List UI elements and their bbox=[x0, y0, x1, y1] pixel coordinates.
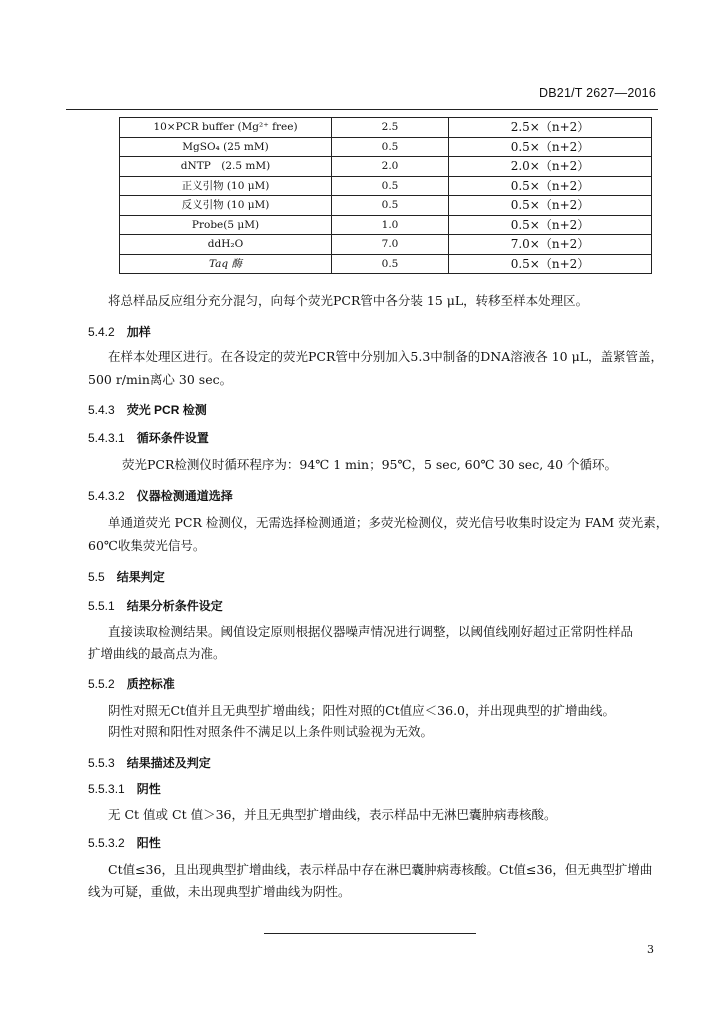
section-number: 5.5.2 bbox=[88, 677, 115, 691]
paragraph: 直接读取检测结果。阈值设定原则根据仪器噪声情况进行调整，以阈值线刚好超过正常阴性样品 bbox=[108, 624, 634, 639]
table-cell: 2.0 bbox=[332, 157, 449, 177]
section-heading bbox=[88, 597, 223, 614]
section-number: 5.4.3 bbox=[88, 403, 115, 417]
table-cell: 2.5×（n+2） bbox=[449, 118, 652, 138]
paragraph: 在样本处理区进行。在各设定的荧光PCR管中分别加入5.3中制备的DNA溶液各 10 μL，盖紧管盖， bbox=[108, 349, 664, 364]
section-heading bbox=[88, 675, 175, 692]
section-number: 5.5 bbox=[88, 570, 105, 584]
section-title: 阴性 bbox=[136, 782, 161, 796]
section-title: 结果分析条件设定 bbox=[126, 599, 223, 613]
table-cell: 0.5×（n+2） bbox=[449, 215, 652, 235]
paragraph: 60℃收集荧光信号。 bbox=[88, 538, 206, 553]
table-cell: 正义引物 (10 μM) bbox=[120, 176, 332, 196]
section-heading bbox=[88, 487, 233, 504]
table-row bbox=[120, 215, 652, 235]
table-cell: Probe(5 μM) bbox=[120, 215, 332, 235]
paragraph: 阴性对照和阳性对照条件不满足以上条件则试验视为无效。 bbox=[108, 724, 434, 739]
table-cell: MgSO₄ (25 mM) bbox=[120, 137, 332, 157]
table-row bbox=[120, 196, 652, 216]
section-title: 结果描述及判定 bbox=[126, 756, 211, 770]
header-divider bbox=[66, 109, 658, 110]
table-cell: dNTP (2.5 mM) bbox=[120, 157, 332, 177]
section-heading bbox=[88, 429, 209, 446]
paragraph: 阴性对照无Ct值并且无典型扩增曲线；阳性对照的Ct值应＜36.0，并出现典型的扩增曲线。 bbox=[108, 703, 616, 718]
footer-divider bbox=[264, 933, 476, 934]
table-cell: 2.0×（n+2） bbox=[449, 157, 652, 177]
table-cell: 0.5 bbox=[332, 196, 449, 216]
reagent-table bbox=[119, 117, 652, 274]
table-cell: 10×PCR buffer (Mg²⁺ free) bbox=[120, 118, 332, 138]
section-title: 加样 bbox=[126, 325, 151, 339]
table-cell: 1.0 bbox=[332, 215, 449, 235]
table-cell: 0.5 bbox=[332, 176, 449, 196]
table-row bbox=[120, 254, 652, 274]
section-heading bbox=[88, 780, 161, 797]
table-row bbox=[120, 235, 652, 255]
table-cell: 0.5×（n+2） bbox=[449, 196, 652, 216]
table-cell: ddH₂O bbox=[120, 235, 332, 255]
section-title: 循环条件设置 bbox=[136, 431, 209, 445]
document-id: DB21/T 2627—2016 bbox=[539, 86, 656, 100]
table-cell: 反义引物 (10 μM) bbox=[120, 196, 332, 216]
section-number: 5.4.3.1 bbox=[88, 431, 125, 445]
paragraph: 线为可疑，重做，未出现典型扩增曲线为阴性。 bbox=[88, 884, 351, 899]
paragraph: 扩增曲线的最高点为准。 bbox=[88, 646, 226, 661]
table-cell: 0.5×（n+2） bbox=[449, 137, 652, 157]
table-cell: 7.0×（n+2） bbox=[449, 235, 652, 255]
paragraph: 将总样品反应组分充分混匀，向每个荧光PCR管中各分装 15 μL，转移至样本处理区。 bbox=[108, 293, 589, 308]
table-row bbox=[120, 118, 652, 138]
paragraph: 单通道荧光 PCR 检测仪，无需选择检测通道；多荧光检测仪，荧光信号收集时设定为 FAM 荧光素， bbox=[108, 515, 669, 530]
table-cell: 0.5×（n+2） bbox=[449, 254, 652, 274]
table-cell: 0.5 bbox=[332, 137, 449, 157]
table-cell: 7.0 bbox=[332, 235, 449, 255]
section-number: 5.4.2 bbox=[88, 325, 115, 339]
table-cell: 0.5×（n+2） bbox=[449, 176, 652, 196]
section-number: 5.5.1 bbox=[88, 599, 115, 613]
section-title: 荧光 PCR 检测 bbox=[126, 403, 207, 417]
table-cell: 2.5 bbox=[332, 118, 449, 138]
section-title: 仪器检测通道选择 bbox=[136, 489, 233, 503]
section-title: 结果判定 bbox=[116, 570, 165, 584]
section-number: 5.5.3.2 bbox=[88, 836, 125, 850]
section-heading bbox=[88, 754, 211, 771]
section-title: 阳性 bbox=[136, 836, 161, 850]
paragraph: 500 r/min离心 30 sec。 bbox=[88, 372, 233, 387]
table-row bbox=[120, 176, 652, 196]
page-number: 3 bbox=[647, 943, 654, 956]
table-row bbox=[120, 137, 652, 157]
section-heading bbox=[88, 568, 165, 585]
table-row bbox=[120, 157, 652, 177]
paragraph: 无 Ct 值或 Ct 值＞36，并且无典型扩增曲线，表示样品中无淋巴囊肿病毒核酸。 bbox=[108, 807, 557, 822]
table-cell: Taq 酶 bbox=[120, 254, 332, 274]
table-cell: 0.5 bbox=[332, 254, 449, 274]
paragraph: 荧光PCR检测仪时循环程序为：94℃ 1 min；95℃，5 sec, 60℃ 30 sec, 40 个循环。 bbox=[122, 457, 618, 472]
section-number: 5.5.3 bbox=[88, 756, 115, 770]
section-heading bbox=[88, 323, 151, 340]
section-number: 5.4.3.2 bbox=[88, 489, 125, 503]
section-heading bbox=[88, 401, 207, 418]
paragraph: Ct值≤36，且出现典型扩增曲线，表示样品中存在淋巴囊肿病毒核酸。Ct值≤36，但无典型扩增曲 bbox=[108, 862, 653, 877]
section-title: 质控标准 bbox=[126, 677, 175, 691]
section-heading bbox=[88, 834, 161, 851]
section-number: 5.5.3.1 bbox=[88, 782, 125, 796]
